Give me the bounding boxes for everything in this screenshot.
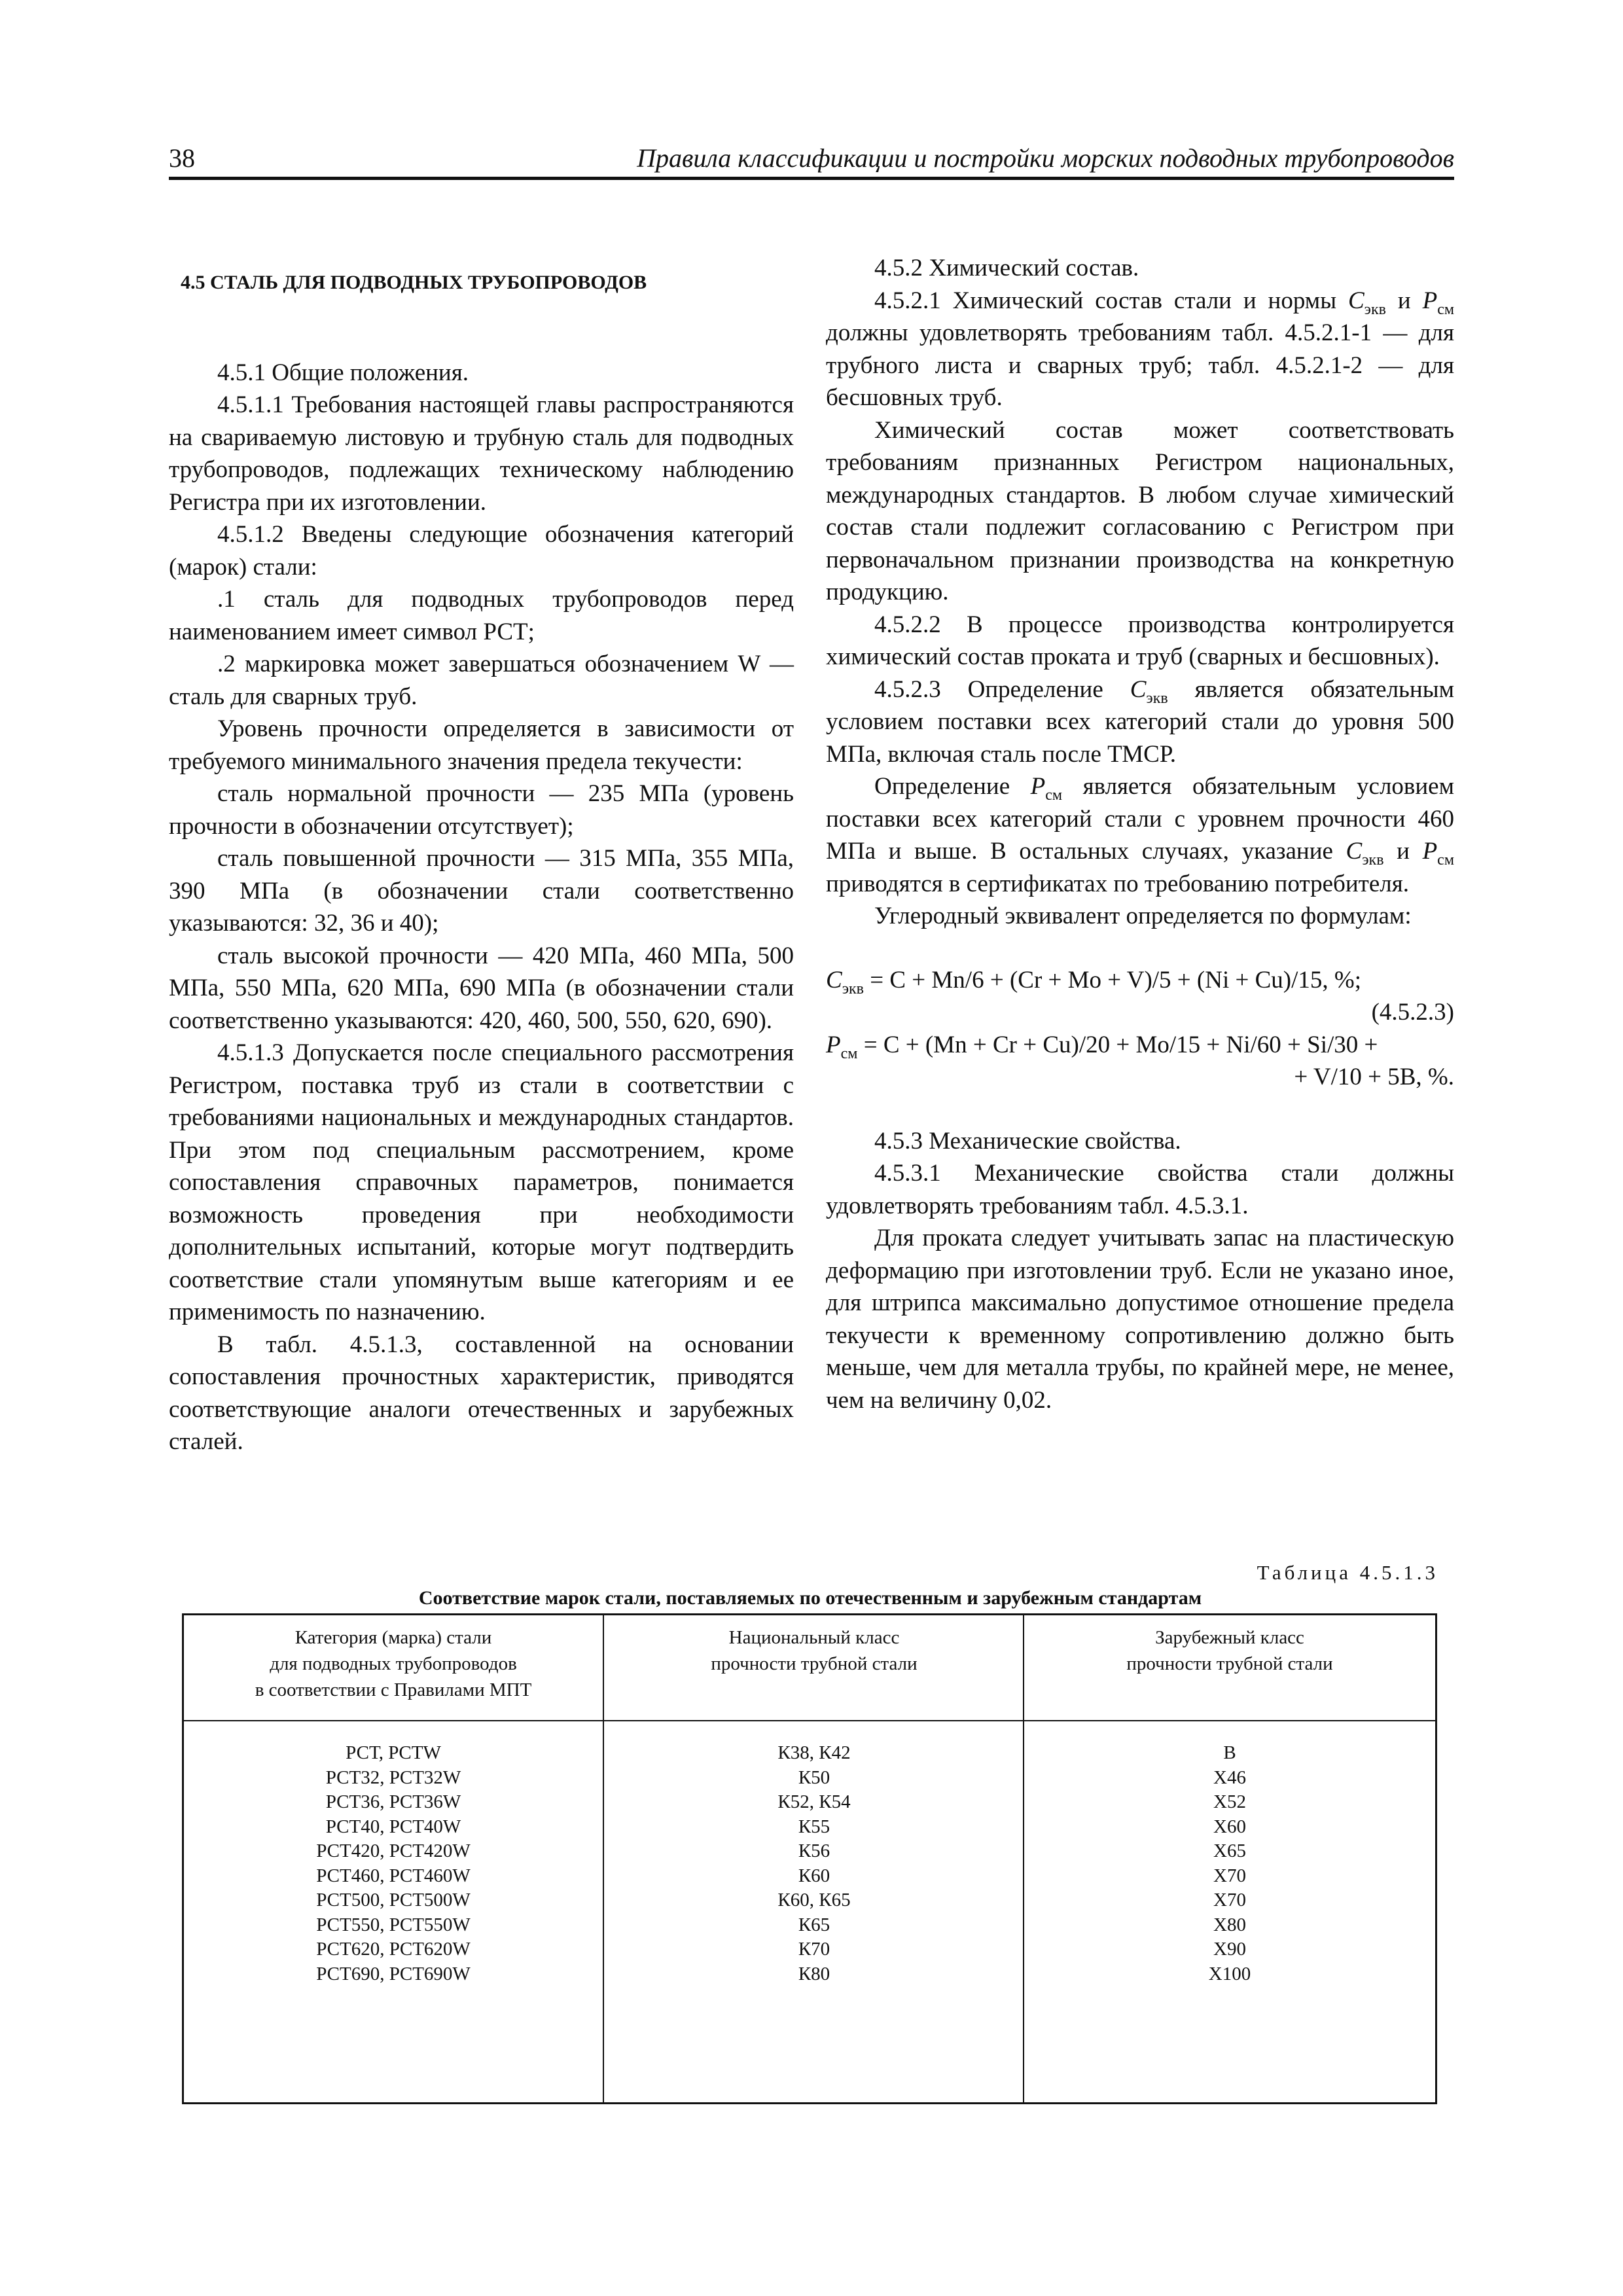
table-cell: B — [1223, 1742, 1236, 1763]
table-cell: X60 — [1213, 1816, 1246, 1837]
section-title: 4.5 СТАЛЬ ДЛЯ ПОДВОДНЫХ ТРУБОПРОВОДОВ — [181, 272, 647, 293]
table-title: Соответствие марок стали, поставляемых по отечественным и зарубежным стандартам — [418, 1587, 1202, 1609]
table-header-cell — [1024, 1615, 1435, 1720]
header-rule — [169, 177, 1454, 180]
symbol-c: C — [1130, 675, 1147, 703]
table-cell: X90 — [1213, 1939, 1246, 1960]
table-cell: К56 — [798, 1840, 830, 1861]
paragraph: сталь высокой прочности — 420 МПа, 460 МПа, 500 МПа, 550 МПа, 620 МПа, 690 МПа (в обозначении стали соответственно указываются: 420, 460, 500, 550, 620, 690). — [169, 942, 794, 1034]
text: 4.5.2.1 Химический состав стали и нормы — [874, 287, 1337, 314]
table-cell: РСТ36, PCT36W — [325, 1791, 461, 1812]
subscript: см — [1437, 852, 1455, 869]
paragraph: сталь повышенной прочности — 315 МПа, 355 МПа, 390 МПа (в обозначении стали соответственно указываются: 32, 36 и 40); — [169, 845, 794, 937]
table-column-category — [184, 1615, 603, 2102]
formula-number: (4.5.2.3) — [1371, 999, 1454, 1026]
paragraph: 4.5.2 Химический состав. — [874, 255, 1139, 281]
paragraph: Химический состав может соответствовать требованиям признанных Регистром национальных, международных стандартов. В любом случае химический состав стали подлежит согласованию с Регистром при первоначальном признании производства на конкретную продукцию. — [826, 416, 1454, 605]
page-number: 38 — [169, 143, 195, 173]
paragraph: 4.5.3.1 Механические свойства стали должны удовлетворять требованиям табл. 4.5.3.1. — [826, 1160, 1454, 1219]
formula-ceq — [826, 964, 1454, 997]
text: является обязательным условием поставки всех категорий стали с уровнем прочности 460 МПа и выше. В остальных случаях, указание — [826, 773, 1455, 865]
table-label: Таблица 4.5.1.3 — [1257, 1561, 1438, 1584]
table-column-foreign — [1023, 1615, 1435, 2102]
table-cell: К38, К42 — [777, 1742, 851, 1763]
text: приводятся в сертификатах по требованию потребителя. — [826, 870, 1409, 897]
text: должны удовлетворять требованиям табл. 4.5.2.1-1 — для трубного листа и сварных труб; табл. 4.5.2.1-2 — для бесшовных труб. — [826, 319, 1454, 411]
header-line: Зарубежный класс — [1155, 1627, 1304, 1648]
paragraph: 4.5.1.2 Введены следующие обозначения категорий (марок) стали: — [169, 521, 794, 581]
paragraph: 4.5.3 Механические свойства. — [874, 1127, 1181, 1155]
symbol-c: C — [826, 966, 842, 994]
header-line: Национальный класс — [728, 1627, 900, 1648]
text: Определение — [874, 773, 1010, 800]
paragraph — [826, 285, 1454, 414]
formula-text: = C + (Mn + Cr + Cu)/20 + Mo/15 + Ni/60 + Si/30 + — [863, 1031, 1378, 1058]
formula-text: = C + Mn/6 + (Cr + Mo + V)/5 + (Ni + Cu)/15, %; — [870, 966, 1361, 994]
text: является обязательным условием поставки всех категорий стали до уровня 500 МПа, включая сталь после ТМСР. — [826, 675, 1454, 768]
table-header-cell — [184, 1615, 603, 1720]
table-cell: К80 — [798, 1963, 830, 1984]
table-cell: X65 — [1213, 1840, 1246, 1861]
formula-continuation: + V/10 + 5B, %. — [1294, 1064, 1454, 1090]
table-cell: X46 — [1213, 1767, 1246, 1788]
subscript: см — [1437, 300, 1455, 318]
header-line: в соответствии с Правилами МПТ — [255, 1679, 532, 1700]
table-cell: К52, К54 — [777, 1791, 851, 1812]
subscript: экв — [842, 980, 864, 997]
paragraph — [826, 673, 1454, 771]
subscript: см — [1045, 787, 1063, 804]
table-cell: РСТ690, PCT690W — [316, 1963, 471, 1984]
formula-block — [826, 964, 1454, 1094]
running-title: Правила классификации и постройки морских подводных трубопроводов — [637, 143, 1454, 173]
paragraph: В табл. 4.5.1.3, составленной на основании сопоставления прочностных характеристик, приводятся соответствующие аналоги отечественных и зарубежных сталей. — [169, 1331, 794, 1455]
left-column — [169, 252, 794, 1458]
paragraph: .2 маркировка может завершаться обозначением W — сталь для сварных труб. — [169, 651, 794, 710]
formula-pcm — [826, 1029, 1454, 1062]
paragraph: Для проката следует учитывать запас на пластическую деформацию при изготовлении труб. Если не указано иное, для штрипса максимально допустимое отношение предела текучести к временному сопротивлению должно быть меньше, чем для металла трубы, по крайней мере, не менее, чем на величину 0,02. — [826, 1225, 1454, 1414]
header-line: прочности трубной стали — [1126, 1653, 1333, 1674]
symbol-p: P — [1030, 773, 1046, 800]
table-cell: РСТ620, PCT620W — [316, 1939, 471, 1960]
table-cell: РСТ, PCTW — [346, 1742, 441, 1763]
paragraph: Углеродный эквивалент определяется по формулам: — [874, 903, 1412, 929]
right-column — [826, 252, 1454, 1416]
symbol-c: C — [1347, 287, 1364, 314]
table-cell: X70 — [1213, 1865, 1246, 1886]
subscript: см — [840, 1045, 858, 1062]
table-cell: РСТ32, PCT32W — [325, 1767, 461, 1788]
paragraph: сталь нормальной прочности — 235 МПа (уровень прочности в обозначении отсутствует); — [169, 780, 794, 840]
table-cell: К60 — [798, 1865, 830, 1886]
table-cell: К50 — [798, 1767, 830, 1788]
table-cell: К60, К65 — [777, 1890, 851, 1910]
symbol-p: P — [1422, 838, 1438, 865]
table-cell: РСТ550, PCT550W — [316, 1914, 471, 1935]
table-body-cell — [604, 1741, 1024, 1986]
table-cell: РСТ460, PCT460W — [316, 1865, 471, 1886]
symbol-p: P — [826, 1031, 841, 1058]
table-cell: X70 — [1213, 1890, 1246, 1910]
table-cell: К55 — [798, 1816, 830, 1837]
table-body-cell — [1024, 1741, 1435, 1986]
header-line: прочности трубной стали — [711, 1653, 918, 1674]
paragraph: 4.5.2.2 В процессе производства контролируется химический состав проката и труб (сварных и бесшовных). — [826, 611, 1454, 670]
paragraph: 4.5.1 Общие положения. — [217, 359, 469, 386]
subscript: экв — [1146, 689, 1168, 707]
table-header-cell — [604, 1615, 1024, 1720]
table-cell: X100 — [1208, 1963, 1251, 1984]
table-body-cell — [184, 1741, 603, 1986]
header-line: для подводных трубопроводов — [270, 1653, 517, 1674]
paragraph: Уровень прочности определяется в зависимости от требуемого минимального значения предела текучести: — [169, 715, 794, 775]
paragraph — [826, 770, 1454, 900]
symbol-c: C — [1346, 838, 1363, 865]
table-cell: РСТ40, PCT40W — [325, 1816, 461, 1837]
text: 4.5.2.3 Определение — [874, 675, 1103, 703]
paragraph: .1 сталь для подводных трубопроводов перед наименованием имеет символ РСТ; — [169, 586, 794, 645]
table-cell: РСТ420, PCT420W — [316, 1840, 471, 1861]
table-cell: X52 — [1213, 1791, 1246, 1812]
table-cell: РСТ500, PCT500W — [316, 1890, 471, 1910]
table-column-national — [603, 1615, 1024, 2102]
text: и — [1397, 838, 1410, 865]
steel-grades-table — [182, 1613, 1437, 2104]
table-header-rule — [184, 1720, 1435, 1721]
text: и — [1397, 287, 1411, 314]
table-cell: К65 — [798, 1914, 830, 1935]
table-cell: X80 — [1213, 1914, 1246, 1935]
symbol-p: P — [1422, 287, 1438, 314]
table-cell: К70 — [798, 1939, 830, 1960]
subscript: экв — [1362, 852, 1384, 869]
paragraph: 4.5.1.3 Допускается после специального рассмотрения Регистром, поставка труб из стали в соответствии с требованиями национальных и международных стандартов. При этом под специальным рассмотрением, кроме сопоставления справочных параметров, понимается возможность проведения при необходимости дополнительных испытаний, которые могут подтвердить соответствие стали упомянутым выше категориям и ее применимость по назначению. — [169, 1039, 794, 1325]
subscript: экв — [1364, 300, 1386, 318]
paragraph: 4.5.1.1 Требования настоящей главы распространяются на свариваемую листовую и трубную сталь для подводных трубопроводов, подлежащих техническому наблюдению Регистра при их изготовлении. — [169, 391, 794, 516]
header-line: Категория (марка) стали — [294, 1627, 492, 1648]
